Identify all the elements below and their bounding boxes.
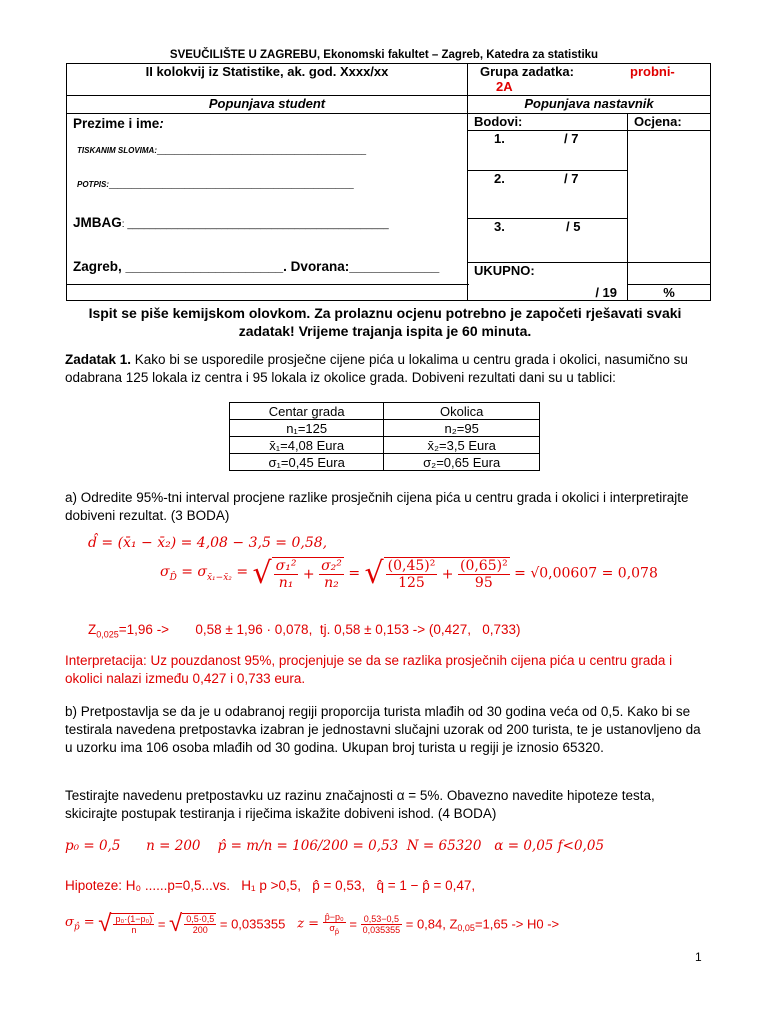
exam-notice: Ispit se piše kemijskom olovkom. Za prolaznu ocjenu potrebno je započeti rješavati svaki zadatak! Vrijeme trajanja ispita je 60 minuta.: [88, 305, 682, 339]
table-cell: n₁=125: [230, 420, 384, 437]
points-label: Bodovi:: [468, 114, 628, 131]
task1-points[interactable]: 1. / 7: [468, 131, 628, 171]
hypotheses-line: Hipoteze: H₀ ......p=0,5...vs. H₁ p >0,5, p̂ = 0,53, q̂ = 1 − p̂ = 0,47,: [65, 878, 476, 893]
table-header: Centar grada: [230, 403, 384, 420]
student-section-title: Popunjava student: [67, 96, 468, 114]
proportion-values: p₀ = 0,5 n = 200 p̂ = m/n = 106/200 = 0,53 N = 65320 α = 0,05 f<0,05: [65, 838, 605, 854]
task3-points[interactable]: 3. / 5: [468, 219, 628, 263]
signature-label: POTPIS:: [77, 180, 110, 189]
institution-header: SVEUČILIŠTE U ZAGREBU, Ekonomski fakultet – Zagreb, Katedra za statistiku: [169, 49, 599, 61]
grade-box[interactable]: [628, 131, 711, 263]
name-label: Prezime i ime: [73, 116, 160, 131]
test-statistic-line: $\sigma_{p̂}$ = √ $\frac{\text{p₀·(1−p₀)}}{n}$ = √ $\frac{0,5\cdot 0,5}{200}$ = 0,035355 z = $\frac{\text{p̂−p₀}}{\sigma_{p̂}}$ = $\frac{0,53-0,5}{0,035355}$ = 0,84, $Z_{0,05}=1,65 -> H0$ ->: [65, 910, 560, 937]
question-a: a) Odredite 95%-tni interval procjene razlike prosječnih cijena pića u centru grada i okolici i interpretirajte dobiveni rezultat. (3 BODA): [65, 490, 689, 523]
location-field[interactable]: Zagreb, _____________________. Dvorana:____________: [73, 259, 440, 274]
table-cell: n₂=95: [384, 420, 540, 437]
print-name-field[interactable]: TISKANIM SLOVIMA:_______________________________________________: [77, 146, 367, 155]
table-cell: σ₂=0,65 Eura: [384, 454, 540, 471]
total-points[interactable]: / 19: [468, 285, 628, 301]
table-cell: x̄₁=4,08 Eura: [230, 437, 384, 454]
exam-title: II kolokvij iz Statistike, ak. god. Xxxx/xx: [67, 64, 468, 96]
std-error-equation: $\sigma_{D̂} = \sigma_{x̄_1-x̄_2}$ = √ $\frac{\text{σ₁²}}{\text{n₁}}$ + $\frac{\text{σ₂²}}{\text{n₂}}$ = √ $\frac{\text{(0,45)²}}{125}$ + $\frac{\text{(0,65)²}}{95}$ = √0,00607 = 0,078: [160, 556, 658, 591]
question-b-task: Testirajte navedenu pretpostavku uz razinu značajnosti α = 5%. Obavezno navedite hipoteze testa, skicirajte postupak testiranja i riječima iskažite dobiveni ishod. (4 BODA): [65, 788, 655, 821]
group-value: probni-: [630, 64, 675, 79]
total-label: UKUPNO:: [468, 263, 628, 285]
interpretation-text: Interpretacija: Uz pouzdanost 95%, procjenjuje se da se razlika prosječnih cijena pića u centru grada i okolici nalazi između 0,427 i 0,733 eura.: [65, 653, 673, 686]
table-cell: σ₁=0,45 Eura: [230, 454, 384, 471]
jmbag-field[interactable]: JMBAG: _______________________________________________: [73, 215, 389, 230]
group-value-2: 2A: [496, 79, 513, 94]
print-label: TISKANIM SLOVIMA:: [77, 146, 157, 155]
group-cell: [468, 64, 711, 96]
grade-label: Ocjena:: [628, 114, 711, 131]
group-label: Grupa zadatka:: [480, 64, 574, 79]
task1-title: Zadatak 1.: [65, 352, 132, 367]
teacher-section-title: Popunjava nastavnik: [468, 96, 711, 114]
exam-header-form: [66, 63, 711, 301]
confidence-interval-line: $Z_{0,025}=1,96$ -> 0,58 ± 1,96 · 0,078, tj. 0,58 ± 0,153 -> (0,427, 0,733): [88, 622, 521, 640]
page-number: 1: [695, 950, 702, 964]
name-field[interactable]: Prezime i ime:: [73, 116, 164, 131]
student-info-cell: [67, 114, 468, 285]
estimate-equation: d̂ = (x̄₁ − x̄₂) = 4,08 − 3,5 = 0,58,: [88, 535, 328, 551]
signature-field[interactable]: POTPIS:_______________________________________________________: [77, 180, 354, 189]
task1-intro: Zadatak 1. Kako bi se usporedile prosječne cijene pića u lokalima u centru grada i okolici, nasumično su odabrana 125 lokala iz centra i 95 lokala iz okolice grada. Dobiveni rezultati dani su u tablici:: [65, 352, 688, 385]
task2-points[interactable]: 2. / 7: [468, 171, 628, 219]
percent-box[interactable]: %: [628, 285, 711, 301]
jmbag-label: JMBAG: [73, 215, 122, 230]
question-b: b) Pretpostavlja se da je u odabranoj regiji proporcija turista mlađih od 30 godina veća od 0,5. Kako bi se testirala navedena pretpostavka izabran je jednostavni slučajni uzorak od 200 turista, te je ustanovljeno da u uzorku ima 106 osoba mlađih od 30 godina. Ukupan broj turista u regiji je iznosio 65320.: [65, 704, 701, 755]
table-header: Okolica: [384, 403, 540, 420]
data-table: [229, 402, 540, 471]
table-cell: x̄₂=3,5 Eura: [384, 437, 540, 454]
